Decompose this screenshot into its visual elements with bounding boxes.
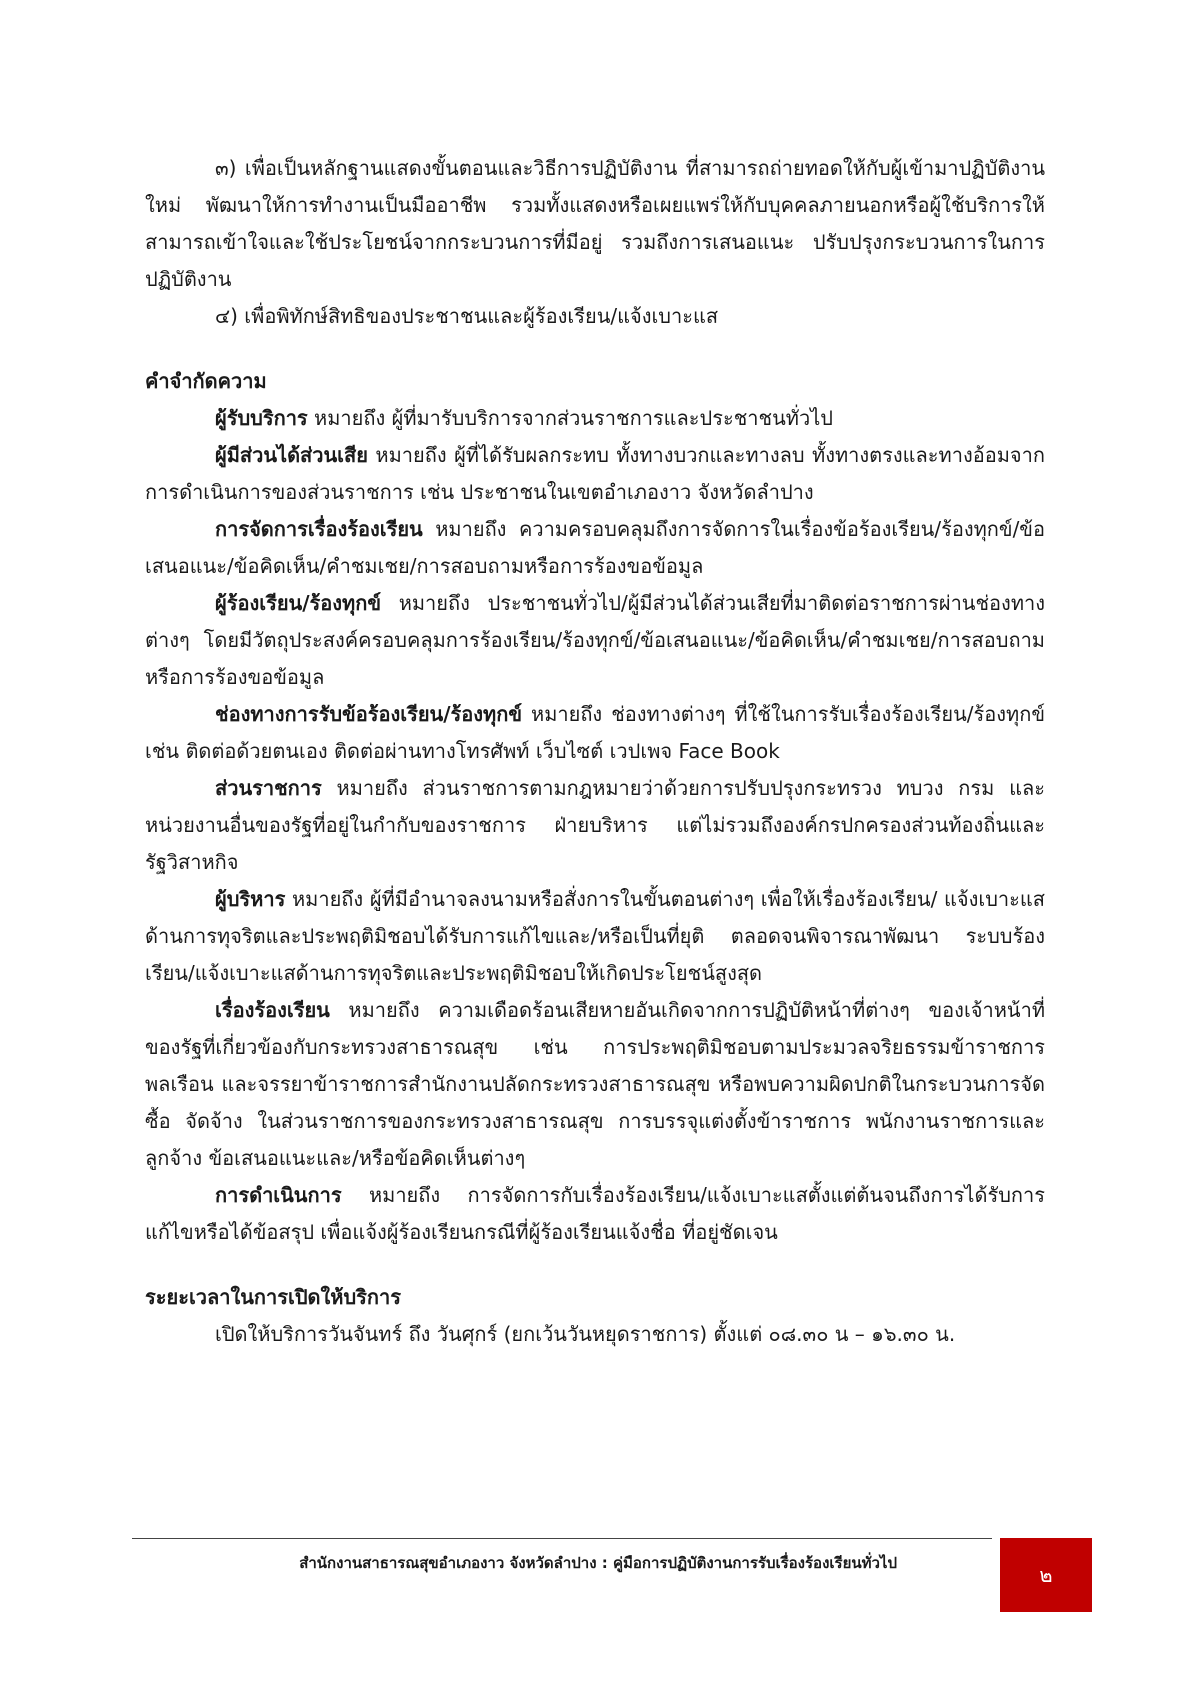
definition-item: [145, 400, 1045, 437]
definition-item: [145, 437, 1045, 511]
definition-term: ผู้รับบริการ: [215, 406, 308, 430]
service-hours-text: เปิดให้บริการวันจันทร์ ถึง วันศุกร์ (ยกเว้นวันหยุดราชการ) ตั้งแต่ ๐๘.๓๐ น – ๑๖.๓๐ น.: [215, 1322, 956, 1346]
definitions-heading: คำจำกัดความ: [145, 369, 267, 393]
definition-item: [145, 770, 1045, 881]
footer-title: [132, 1543, 992, 1583]
definition-term: ผู้มีส่วนได้ส่วนเสีย: [215, 443, 368, 467]
definition-term: เรื่องร้องเรียน: [215, 998, 330, 1022]
definition-term: ผู้ร้องเรียน/ร้องทุกข์: [215, 591, 381, 615]
definition-item: [145, 881, 1045, 992]
footer-divider: [132, 1538, 992, 1539]
definition-text: หมายถึง ช่องทางต่างๆ ที่ใช้ในการรับเรื่องร้องเรียน/ร้องทุกข์ เช่น ติดต่อด้วยตนเอง ติดต่อผ่านทางโทรศัพท์ เว็บไซต์ เวปเพจ Face Book: [145, 702, 1045, 763]
definition-text: หมายถึง ความเดือดร้อนเสียหายอันเกิดจากการปฏิบัติหน้าที่ต่างๆ ของเจ้าหน้าที่ ของรัฐที่เกี่ยวข้องกับกระทรวงสาธารณสุข เช่น การประพฤติมิชอบตามประมวลจริยธรรมข้าราชการพลเรือน และจรรยาข้าราชการสำนักงานปลัดกระทรวงสาธารณสุข หรือพบความผิดปกติในกระบวนการจัดซื้อ จัดจ้าง ในส่วนราชการของกระทรวงสาธารณสุข การบรรจุแต่งตั้งข้าราชการ พนักงานราชการและลูกจ้าง ข้อเสนอแนะและ/หรือข้อคิดเห็นต่างๆ: [145, 998, 1045, 1170]
definition-item: [145, 992, 1045, 1177]
definition-text: หมายถึง ผู้ที่มารับบริการจากส่วนราชการและประชาชนทั่วไป: [307, 406, 833, 430]
definition-term: การดำเนินการ: [215, 1183, 342, 1207]
definition-item: [145, 511, 1045, 585]
objective-3: ๓) เพื่อเป็นหลักฐานแสดงขั้นตอนและวิธีการปฏิบัติงาน ที่สามารถถ่ายทอดให้กับผู้เข้ามาปฏิบัติงานใหม่ พัฒนาให้การทำงานเป็นมืออาชีพ รวมทั้งแสดงหรือเผยแพร่ให้กับบุคคลภายนอกหรือผู้ใช้บริการให้สามารถเข้าใจและใช้ประโยชน์จากกระบวนการที่มีอยู่ รวมถึงการเสนอแนะ ปรับปรุงกระบวนการในการปฏิบัติงาน: [145, 156, 1045, 291]
definition-term: ผู้บริหาร: [215, 887, 286, 911]
definition-text: หมายถึง ความครอบคลุมถึงการจัดการในเรื่องข้อร้องเรียน/ร้องทุกข์/ข้อเสนอแนะ/ข้อคิดเห็น/คำชมเชย/การสอบถามหรือการร้องขอข้อมูล: [145, 517, 1045, 578]
document-body: [145, 150, 1045, 1353]
page-number-box: [1000, 1538, 1092, 1612]
definition-text: หมายถึง ส่วนราชการตามกฎหมายว่าด้วยการปรับปรุงกระทรวง ทบวง กรม และหน่วยงานอื่นของรัฐที่อยู่ในกำกับของราชการ ฝ่ายบริหาร แต่ไม่รวมถึงองค์กรปกครองส่วนท้องถิ่นและรัฐวิสาหกิจ: [145, 776, 1045, 874]
page-number: ๒: [1039, 1563, 1053, 1587]
definition-text: หมายถึง ประชาชนทั่วไป/ผู้มีส่วนได้ส่วนเสียที่มาติดต่อราชการผ่านช่องทางต่างๆ โดยมีวัตถุประสงค์ครอบคลุมการร้องเรียน/ร้องทุกข์/ข้อเสนอแนะ/ข้อคิดเห็น/คำชมเชย/การสอบถามหรือการร้องขอข้อมูล: [145, 591, 1045, 689]
definition-item: [145, 585, 1045, 696]
definition-term: ช่องทางการรับข้อร้องเรียน/ร้องทุกข์: [215, 702, 523, 726]
definition-text: หมายถึง ผู้ที่มีอำนาจลงนามหรือสั่งการในขั้นตอนต่างๆ เพื่อให้เรื่องร้องเรียน/ แจ้งเบาะแสด้านการทุจริตและประพฤติมิชอบได้รับการแก้ไขและ/หรือเป็นที่ยุติ ตลอดจนพิจารณาพัฒนา ระบบร้องเรียน/แจ้งเบาะแสด้านการทุจริตและประพฤติมิชอบให้เกิดประโยชน์สูงสุด: [145, 887, 1045, 985]
definitions-list: [145, 400, 1045, 1251]
footer-title-text: สำนักงานสาธารณสุขอำเภองาว จังหวัดลำปาง : คู่มือการปฏิบัติงานการรับเรื่องร้องเรียนทั่วไป: [299, 1554, 897, 1572]
definition-text: หมายถึง การจัดการกับเรื่องร้องเรียน/แจ้งเบาะแสตั้งแต่ต้นจนถึงการได้รับการ แก้ไขหรือได้ข้อสรุป เพื่อแจ้งผู้ร้องเรียนกรณีที่ผู้ร้องเรียนแจ้งชื่อ ที่อยู่ชัดเจน: [145, 1183, 1045, 1244]
objective-4: ๔) เพื่อพิทักษ์สิทธิของประชาชนและผู้ร้องเรียน/แจ้งเบาะแส: [215, 304, 719, 328]
service-hours-heading: ระยะเวลาในการเปิดให้บริการ: [145, 1285, 402, 1309]
definition-item: [145, 1177, 1045, 1251]
definition-item: [145, 696, 1045, 770]
definition-term: ส่วนราชการ: [215, 776, 322, 800]
definition-text: หมายถึง ผู้ที่ได้รับผลกระทบ ทั้งทางบวกและทางลบ ทั้งทางตรงและทางอ้อมจากการดำเนินการของส่วนราชการ เช่น ประชาชนในเขตอำเภองาว จังหวัดลำปาง: [145, 443, 1045, 504]
definition-term: การจัดการเรื่องร้องเรียน: [215, 517, 423, 541]
